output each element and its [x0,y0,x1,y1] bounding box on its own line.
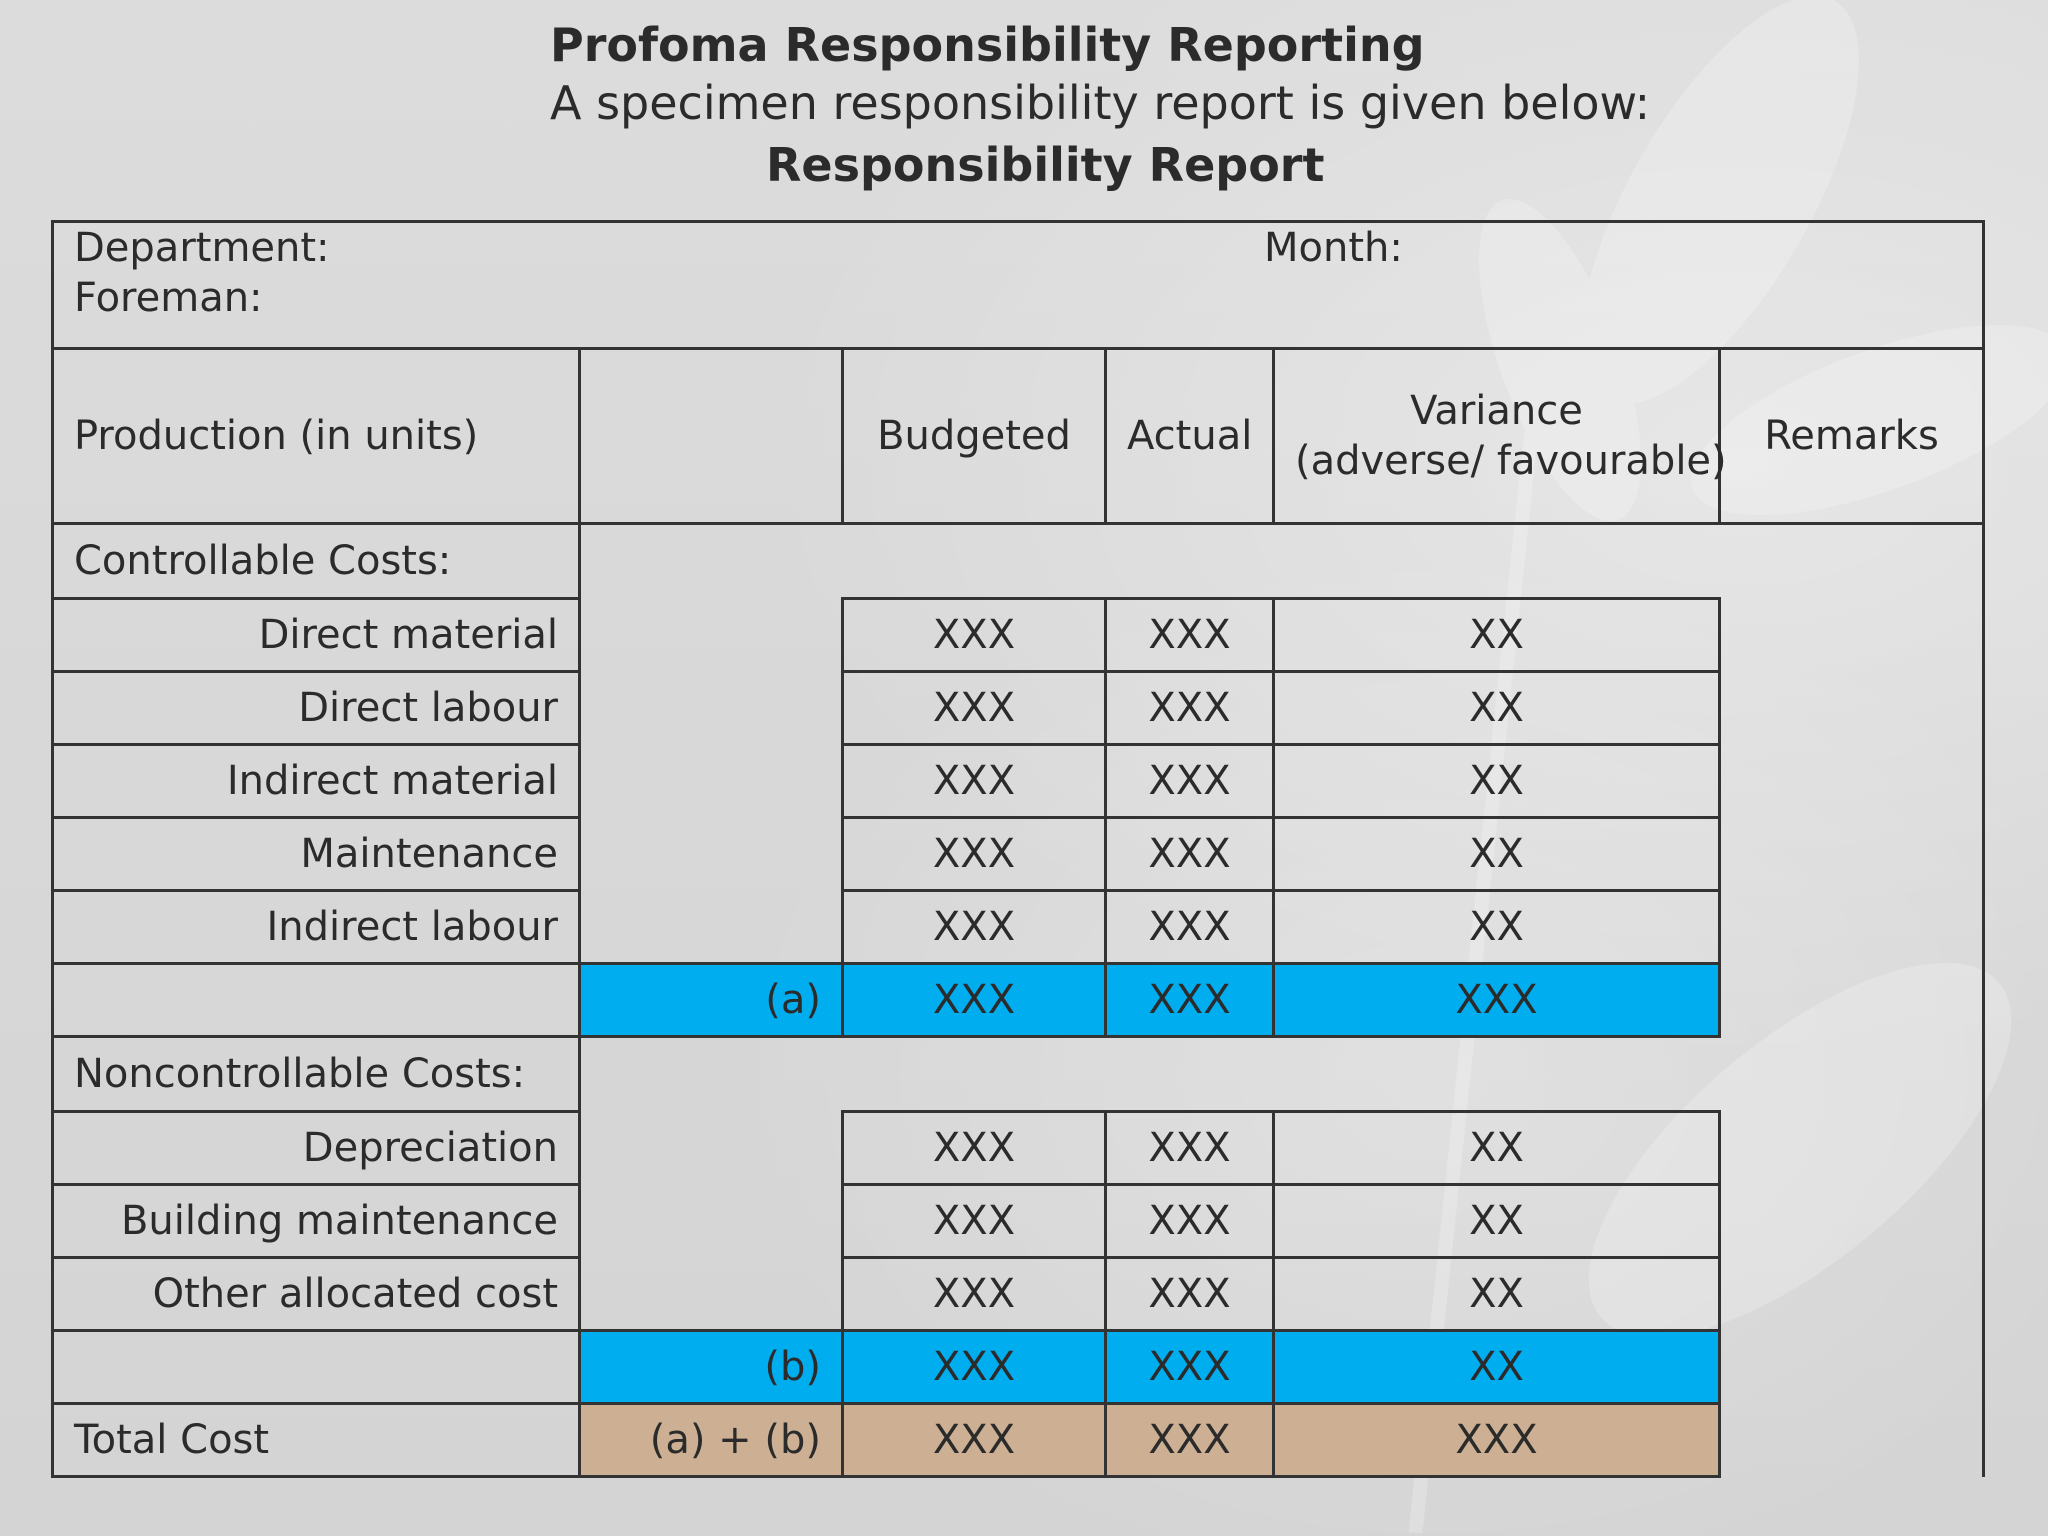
total-label: Total Cost [53,1404,580,1477]
report-title: Responsibility Report [766,138,1325,192]
page-subtitle: A specimen responsibility report is given below: [550,76,1651,130]
blank-cell [843,1037,1720,1112]
row-variance: XX [1274,599,1720,672]
table-row [53,818,1984,891]
row-item: Indirect material [53,745,580,818]
month-label: Month: [1264,225,1403,271]
report-info-cell [53,222,1984,349]
row-item: Maintenance [53,818,580,891]
blank-cell [580,1258,843,1331]
table-row [53,672,1984,745]
header-variance-line1: Variance [1410,388,1583,434]
section-label-noncontrollable: Noncontrollable Costs: [53,1037,580,1112]
subtotal-variance: XX [1274,1331,1720,1404]
blank-cell [53,1331,580,1404]
blank-cell [843,524,1720,599]
subtotal-row-b [53,1331,1984,1404]
subtotal-actual: XXX [1106,964,1274,1037]
total-actual: XXX [1106,1404,1274,1477]
blank-cell [580,745,843,818]
total-budgeted: XXX [843,1404,1106,1477]
row-budgeted: XXX [843,745,1106,818]
row-variance: XX [1274,1112,1720,1185]
blank-cell [580,524,843,599]
blank-cell [580,1185,843,1258]
section-row-noncontrollable [53,1037,1984,1112]
row-budgeted: XXX [843,818,1106,891]
blank-cell [580,891,843,964]
section-row-controllable [53,524,1984,599]
blank-cell [580,818,843,891]
row-budgeted: XXX [843,599,1106,672]
row-actual: XXX [1106,599,1274,672]
header-remarks: Remarks [1720,349,1984,524]
header-actual: Actual [1106,349,1274,524]
subtotal-variance: XXX [1274,964,1720,1037]
total-row [53,1404,1984,1477]
row-actual: XXX [1106,1258,1274,1331]
report-info-row [53,222,1984,349]
table-row [53,599,1984,672]
row-variance: XX [1274,891,1720,964]
row-budgeted: XXX [843,1258,1106,1331]
row-item: Building maintenance [53,1185,580,1258]
subtotal-actual: XXX [1106,1331,1274,1404]
table-row [53,745,1984,818]
table-row [53,1185,1984,1258]
section-label-controllable: Controllable Costs: [53,524,580,599]
row-actual: XXX [1106,891,1274,964]
table-row [53,1112,1984,1185]
row-item: Direct labour [53,672,580,745]
header-row [53,349,1984,524]
subtotal-budgeted: XXX [843,964,1106,1037]
row-actual: XXX [1106,745,1274,818]
blank-cell [580,672,843,745]
header-production: Production (in units) [53,349,580,524]
row-item: Direct material [53,599,580,672]
row-budgeted: XXX [843,891,1106,964]
row-item: Depreciation [53,1112,580,1185]
row-actual: XXX [1106,672,1274,745]
row-actual: XXX [1106,818,1274,891]
blank-cell [580,1112,843,1185]
header-variance [1274,349,1727,524]
row-actual: XXX [1106,1185,1274,1258]
remarks-column [1720,524,1984,1477]
subtotal-marker: (a) [580,964,843,1037]
blank-cell [53,964,580,1037]
page-title: Profoma Responsibility Reporting [550,18,1425,72]
total-marker: (a) + (b) [580,1404,843,1477]
table-row [53,1258,1984,1331]
row-item: Indirect labour [53,891,580,964]
row-variance: XX [1274,818,1720,891]
row-variance: XX [1274,745,1720,818]
subtotal-budgeted: XXX [843,1331,1106,1404]
row-item: Other allocated cost [53,1258,580,1331]
responsibility-report-table [51,220,1985,1478]
row-variance: XX [1274,672,1720,745]
blank-cell [580,1037,843,1112]
department-label: Department: [74,225,330,271]
header-blank [580,349,843,524]
subtotal-row-a [53,964,1984,1037]
row-variance: XX [1274,1185,1720,1258]
row-variance: XX [1274,1258,1720,1331]
row-actual: XXX [1106,1112,1274,1185]
foreman-label: Foreman: [74,275,263,321]
row-budgeted: XXX [843,1185,1106,1258]
header-budgeted: Budgeted [843,349,1106,524]
table-row [53,891,1984,964]
header-variance-line2: (adverse/ favourable) [1295,438,1727,484]
row-budgeted: XXX [843,672,1106,745]
blank-cell [580,599,843,672]
row-budgeted: XXX [843,1112,1106,1185]
total-variance: XXX [1274,1404,1720,1477]
subtotal-marker: (b) [580,1331,843,1404]
